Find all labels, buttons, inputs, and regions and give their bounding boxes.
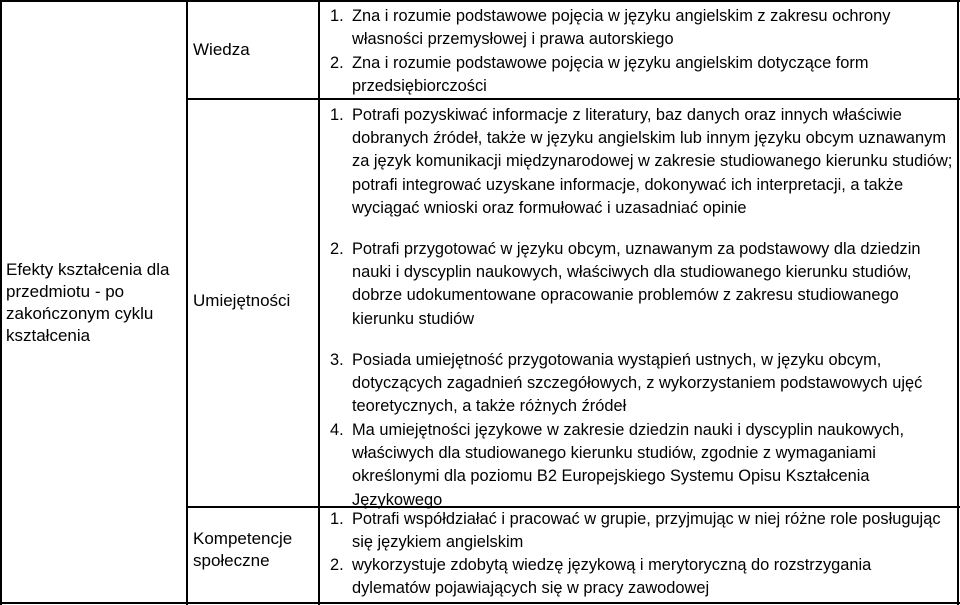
item-text: wykorzystuje zdobytą wiedzę językową i merytoryczną do rozstrzygania dylematów pojawiających się w pracy zawodowej xyxy=(352,556,872,598)
category-umiejetnosci: Umiejętności xyxy=(193,291,291,310)
item-number: 1. xyxy=(330,7,344,25)
wiedza-item-1 xyxy=(330,5,954,51)
item-text: Potrafi współdziałać i pracować w grupie, przyjmując w niej różne role posługując się językiem angielskim xyxy=(352,510,941,552)
item-text: Posiada umiejętność przygotowania wystąpień ustnych, w języku obcym, dotyczących zagadnień szczegółowych, z wykorzystaniem podstawowych ujęć teoretycznych, a także różnych źródeł xyxy=(352,351,923,416)
kompetencje-item-1 xyxy=(330,508,954,554)
umiejetnosci-item-2 xyxy=(330,238,954,331)
table-divider-col1 xyxy=(186,0,188,605)
kompetencje-item-2 xyxy=(330,554,954,600)
item-text: Potrafi przygotować w języku obcym, uznawanym za podstawowy dla dziedzin nauki i dyscyplin naukowych, właściwych dla studiowanego kierunku studiów, dobrze udokumentowane opracowanie problemów z zakresu studiowanego kierunku studiów xyxy=(352,240,921,328)
item-number: 2. xyxy=(330,54,344,72)
wiedza-item-2 xyxy=(330,52,954,98)
umiejetnosci-item-1 xyxy=(330,104,954,220)
item-text: Potrafi pozyskiwać informacje z literatury, baz danych oraz innych właściwie dobranych źródeł, także w języku angielskim lub innym języku obcym uznawanym za język komunikacji międzynarodowej w zakresie studiowanego kierunku studiów; potrafi integrować uzyskane informacje, dokonywać ich interpretacji, a także wyciągać wnioski oraz formułować i uzasadniać opinie xyxy=(352,106,953,217)
item-text: Zna i rozumie podstawowe pojęcia w języku angielskim dotyczące form przedsiębiorczości xyxy=(352,54,869,96)
category-wiedza: Wiedza xyxy=(193,40,250,59)
umiejetnosci-item-4 xyxy=(330,419,954,512)
table-divider-col2 xyxy=(318,0,320,605)
item-number: 2. xyxy=(330,556,344,574)
row-header-cell xyxy=(6,0,182,605)
table-border-right xyxy=(957,0,959,605)
table-border-left xyxy=(0,0,2,605)
item-number: 3. xyxy=(330,351,344,369)
item-number: 2. xyxy=(330,240,344,258)
item-number: 1. xyxy=(330,510,344,528)
umiejetnosci-item-3 xyxy=(330,349,954,419)
item-number: 1. xyxy=(330,106,344,124)
category-kompetencje: Kompetencje społeczne xyxy=(193,529,293,570)
item-text: Ma umiejętności językowe w zakresie dziedzin nauki i dyscyplin naukowych, właściwych dla studiowanego kierunku studiów, zgodnie z wymaganiami określonymi dla poziomu B2 Europejskiego Systemu Opisu Kształcenia Językowego xyxy=(352,421,905,509)
item-text: Zna i rozumie podstawowe pojęcia w języku angielskim z zakresu ochrony własności przemysłowej i prawa autorskiego xyxy=(352,7,891,49)
row-header-text: Efekty kształcenia dla przedmiotu - po zakończonym cyklu kształcenia xyxy=(6,259,170,345)
item-number: 4. xyxy=(330,421,344,439)
